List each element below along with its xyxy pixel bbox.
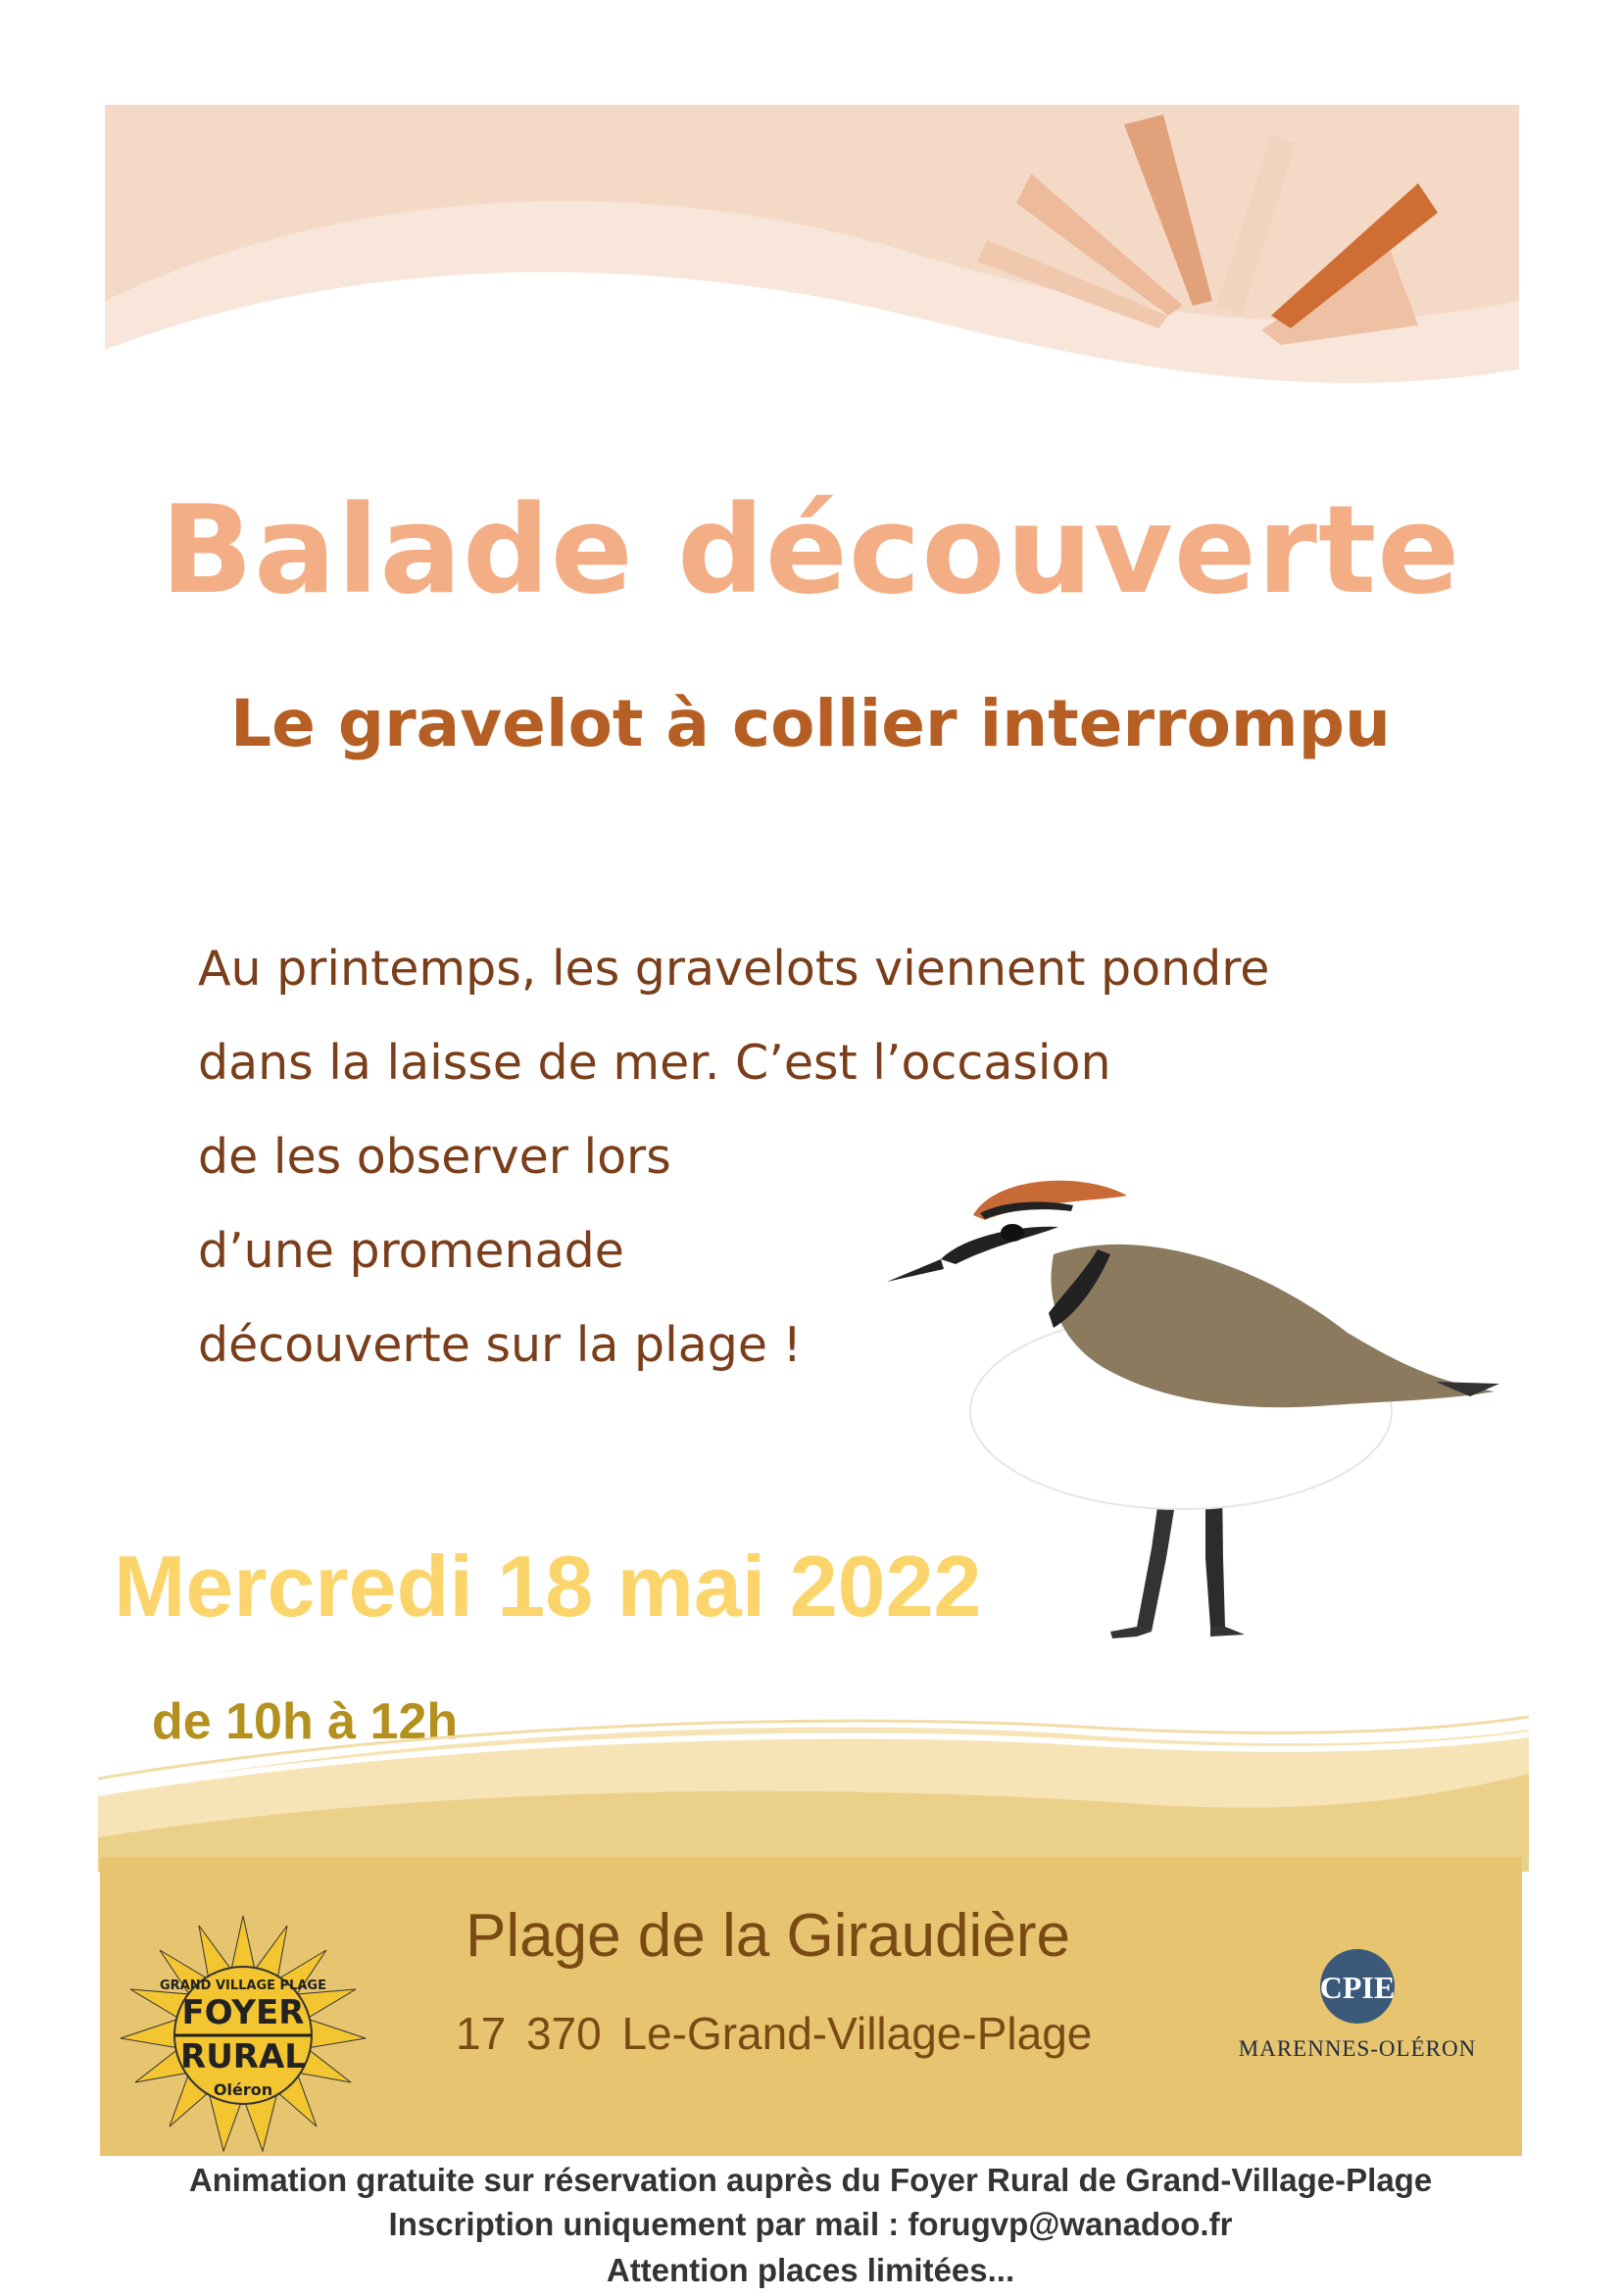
foyer-top-text: GRAND VILLAGE PLAGE	[160, 1978, 326, 1993]
location-address: 17 370 Le-Grand-Village-Plage	[456, 2008, 1093, 2059]
page-title: Balade découverte	[160, 480, 1461, 621]
intro-line-5: découverte sur la plage !	[198, 1317, 803, 1373]
cpie-mark: CPIE	[1319, 1970, 1396, 2005]
foyer-rural-logo	[116, 1911, 370, 2156]
intro-line-1: Au printemps, les gravelots viennent pondre	[198, 941, 1270, 997]
foyer-low-text: RURAL	[180, 2037, 306, 2076]
foyer-mid-text: FOYER	[181, 1993, 305, 2032]
footer-notice-email: Inscription uniquement par mail : forugvp@wanadoo.fr	[388, 2206, 1233, 2242]
intro-line-4: d’une promenade	[198, 1223, 624, 1279]
footer-notice-limited: Attention places limitées...	[606, 2252, 1015, 2288]
event-date: Mercredi 18 mai 2022	[114, 1538, 982, 1635]
foyer-bottom-text: Oléron	[213, 2080, 273, 2099]
intro-line-2: dans la laisse de mer. C’est l’occasion	[198, 1035, 1111, 1091]
intro-line-3: de les observer lors	[198, 1129, 671, 1185]
footer-notice-reservation: Animation gratuite sur réservation auprès du Foyer Rural de Grand-Village-Plage	[188, 2162, 1433, 2198]
event-time: de 10h à 12h	[152, 1693, 459, 1750]
location-name: Plage de la Giraudière	[466, 1902, 1070, 1970]
page-subtitle: Le gravelot à collier interrompu	[230, 686, 1391, 761]
cpie-name: MARENNES-OLÉRON	[1238, 2036, 1477, 2061]
sand-waves-decoration	[98, 1676, 1529, 1872]
header-sunrise-banner	[105, 105, 1519, 443]
